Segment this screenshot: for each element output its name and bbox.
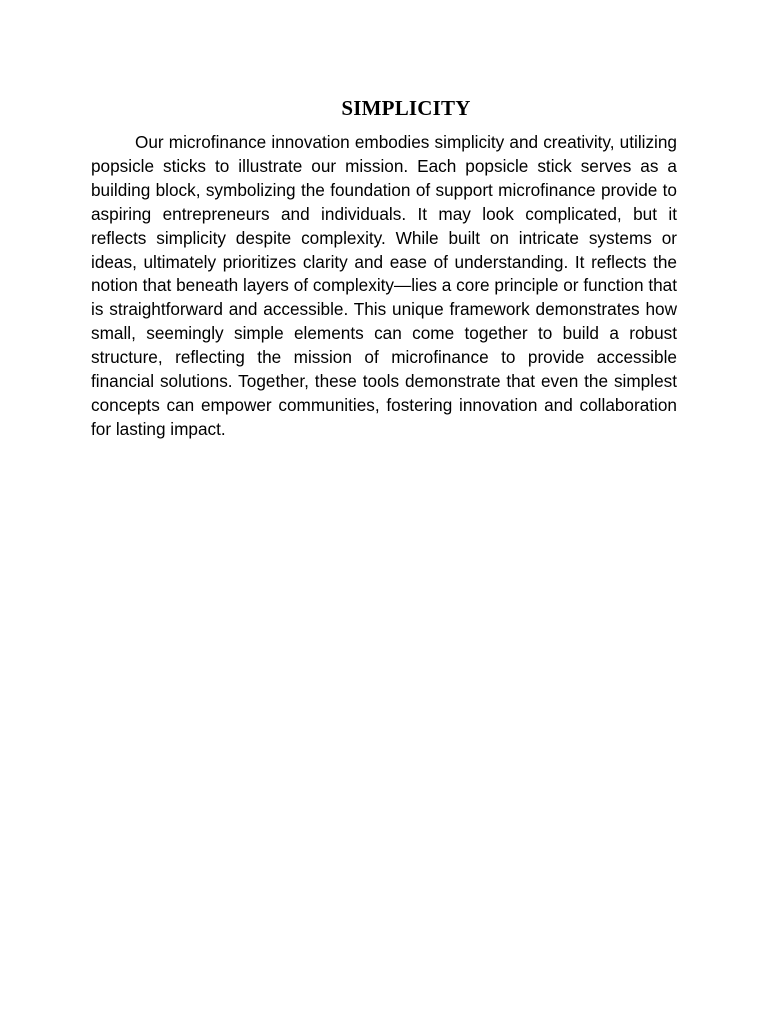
page-title: SIMPLICITY — [341, 96, 471, 120]
body-paragraph: Our microfinance innovation embodies simplicity and creativity, utilizing popsicle sticks to illustrate our mission. Each popsicle stick serves as a building block, symbolizing the foundation of support microfinance provide to aspiring entrepreneurs and individuals. It may look complicated, but it reflects simplicity despite complexity. While built on intricate systems or ideas, ultimately prioritizes clarity and ease of understanding. It reflects the notion that beneath layers of complexity—lies a core principle or function that is straightforward and accessible. This unique framework demonstrates how small, seemingly simple elements can come together to build a robust structure, reflecting the mission of microfinance to provide accessible financial solutions. Together, these tools demonstrate that even the simplest concepts can empower communities, fostering innovation and collaboration for lasting impact. — [91, 132, 677, 439]
